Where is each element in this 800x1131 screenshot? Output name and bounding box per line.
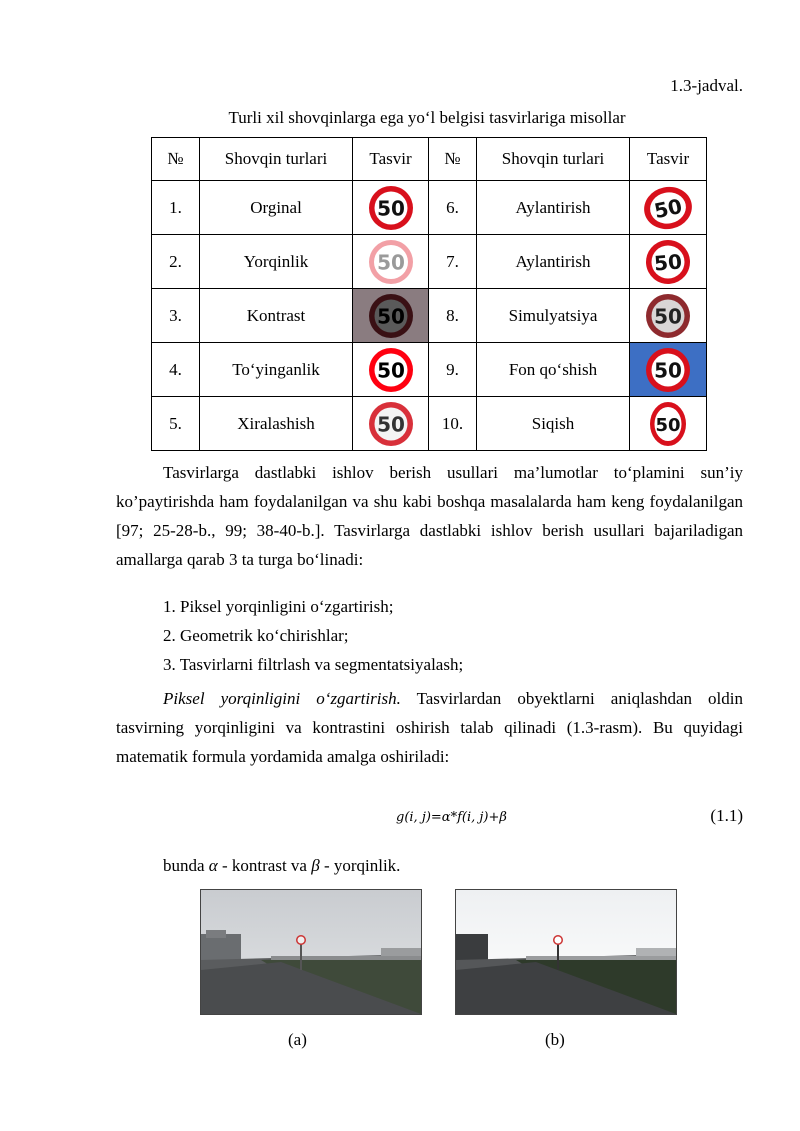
row-number: 9.	[429, 343, 477, 397]
row-number: 2.	[152, 235, 200, 289]
formula: g(i, j)=α*f(i, j)+β	[396, 810, 507, 825]
table-title: Turli xil shovqinlarga ega yo‘l belgisi tasvirlariga misollar	[228, 108, 626, 127]
table-row	[152, 289, 707, 343]
list-item: 2. Geometrik ko‘chirishlar;	[163, 626, 349, 645]
table-row	[152, 235, 707, 289]
sign-image-background	[630, 343, 707, 397]
sign-image-simulation	[630, 289, 707, 343]
sign-image-contrast	[353, 289, 429, 343]
sign-image-blur	[353, 397, 429, 451]
row-number: 8.	[429, 289, 477, 343]
row-number: 6.	[429, 181, 477, 235]
equation-number: (1.1)	[710, 806, 743, 825]
row-noise-type: Aylantirish	[477, 235, 630, 289]
row-number: 1.	[152, 181, 200, 235]
sign-image-rotated-2	[630, 235, 707, 289]
sign-image-original	[353, 181, 429, 235]
sign-number: 50	[654, 304, 682, 328]
caption-a: (a)	[288, 1030, 307, 1049]
table-row	[152, 397, 707, 451]
sign-number: 50	[651, 193, 685, 223]
sign-number: 50	[376, 304, 405, 328]
paragraph-2-heading: Piksel yorqinligini o‘zgartirish.	[163, 689, 401, 708]
paragraph-1: Tasvirlarga dastlabki ishlov berish usullari ma’lumotlar to‘plamini sun’iy ko’paytirishda ham foydalanilgan va shu kabi boshqa masalalarda ham keng foydalanilgan [97; 25-28-b., 99; 38-40-b.]. Tasvirlarga dastlabki ishlov berish usullari bajariladigan amallarga qarab 3 ta turga bo‘linadi:	[116, 463, 743, 569]
sign-image-compression	[630, 397, 707, 451]
row-noise-type: Aylantirish	[477, 181, 630, 235]
header-image: Tasvir	[353, 138, 429, 181]
road-photo-b	[455, 889, 677, 1015]
sign-number: 50	[654, 358, 682, 382]
paragraph-2: Piksel yorqinligini o‘zgartirish. Tasvirlardan obyektlarni aniqlashdan oldin tasvirning yorqinligini va kontrastini oshirish talab qilinadi (1.3-rasm). Bu quyidagi matematik formula yordamida amalga oshiriladi:	[116, 689, 743, 766]
row-noise-type: Orginal	[200, 181, 353, 235]
row-number: 4.	[152, 343, 200, 397]
list-item: 1. Piksel yorqinligini o‘zgartirish;	[163, 597, 394, 616]
sign-number: 50	[376, 412, 405, 436]
row-number: 5.	[152, 397, 200, 451]
caption-b: (b)	[545, 1030, 565, 1049]
header-noise-type-2: Shovqin turlari	[477, 138, 630, 181]
sign-image-rotated	[630, 181, 707, 235]
sign-image-brightness	[353, 235, 429, 289]
row-noise-type: Siqish	[477, 397, 630, 451]
row-number: 10.	[429, 397, 477, 451]
row-noise-type: Xiralashish	[200, 397, 353, 451]
table-row	[152, 343, 707, 397]
noise-types-table	[151, 137, 707, 451]
formula-explanation: bunda α - kontrast va β - yorqinlik.	[163, 856, 401, 875]
header-image-2: Tasvir	[630, 138, 707, 181]
sign-number: 50	[376, 196, 405, 220]
header-noise-type: Shovqin turlari	[200, 138, 353, 181]
header-number: №	[152, 138, 200, 181]
sign-number: 50	[376, 250, 405, 274]
table-header-row	[152, 138, 707, 181]
row-noise-type: Fon qo‘shish	[477, 343, 630, 397]
table-row	[152, 181, 707, 235]
sign-image-saturation	[353, 343, 429, 397]
sign-number: 50	[653, 248, 683, 276]
table-label: 1.3-jadval.	[670, 76, 743, 95]
sign-number: 50	[655, 414, 681, 436]
sign-number: 50	[376, 358, 405, 382]
header-number-2: №	[429, 138, 477, 181]
row-noise-type: Simulyatsiya	[477, 289, 630, 343]
row-number: 3.	[152, 289, 200, 343]
row-number: 7.	[429, 235, 477, 289]
list-item: 3. Tasvirlarni filtrlash va segmentatsiyalash;	[163, 655, 464, 674]
road-photo-a	[200, 889, 422, 1015]
row-noise-type: Yorqinlik	[200, 235, 353, 289]
row-noise-type: Kontrast	[200, 289, 353, 343]
row-noise-type: To‘yinganlik	[200, 343, 353, 397]
